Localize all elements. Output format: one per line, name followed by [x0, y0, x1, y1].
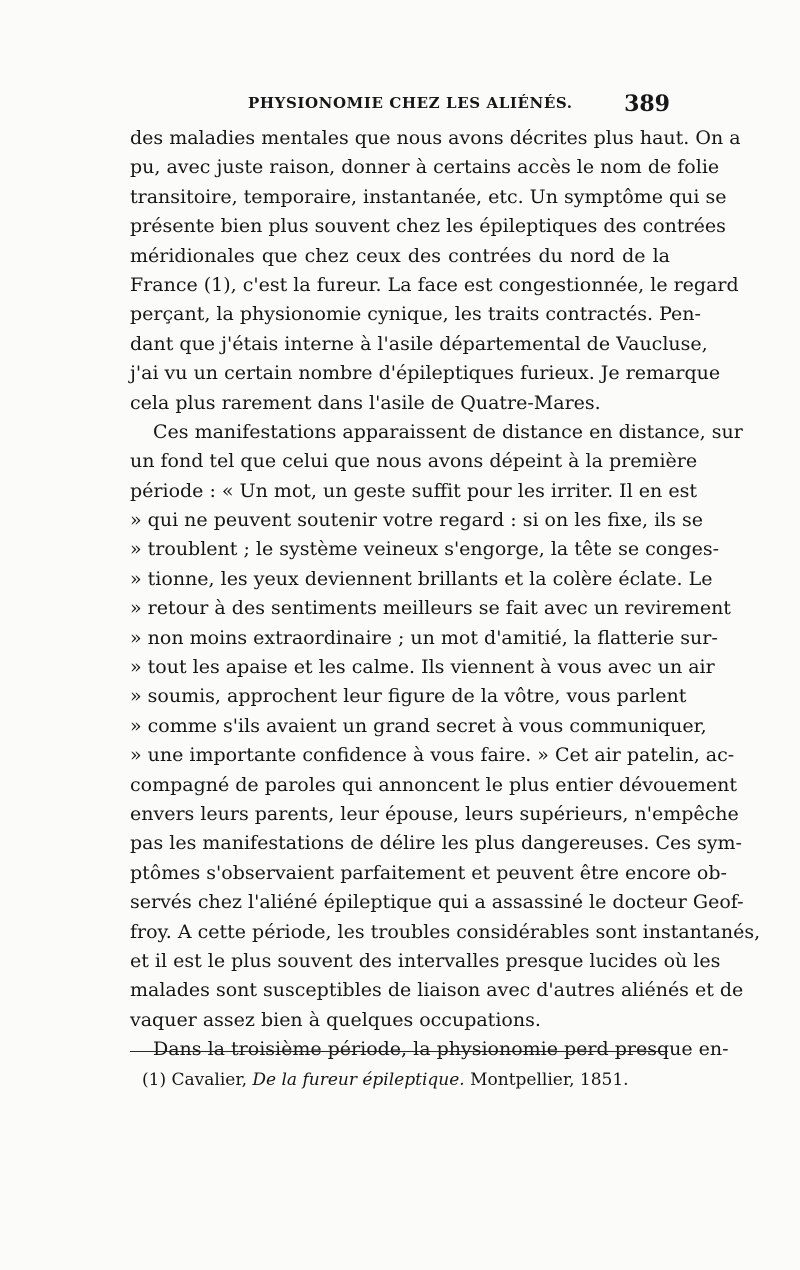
text-line: méridionales que chez ceux des contrées du nord de la [130, 244, 670, 267]
text-line: » retour à des sentiments meilleurs se fait avec un revirement [130, 597, 731, 620]
text-line: j'ai vu un certain nombre d'épileptiques furieux. Je remarque [130, 362, 721, 385]
text-line: pas les manifestations de délire les plus dangereuses. Ces sym- [130, 832, 742, 855]
text-line: et il est le plus souvent des intervalles presque lucides où les [130, 949, 721, 972]
text-line: des maladies mentales que nous avons décrites plus haut. On a [130, 127, 741, 149]
text-line: » tout les apaise et les calme. Ils viennent à vous avec un air [130, 656, 715, 679]
text-line: Dans la troisième période, la physionomie perd presque en- [153, 1038, 729, 1061]
text-line: froy. A cette période, les troubles considérables sont instantanés, [130, 920, 761, 943]
text-line: perçant, la physionomie cynique, les traits contractés. Pen- [130, 303, 701, 326]
running-head [130, 91, 670, 122]
page-number: 389 [624, 91, 670, 117]
text-line: » tionne, les yeux deviennent brillants et la colère éclate. Le [130, 567, 713, 590]
text-line: pu, avec juste raison, donner à certains accès le nom de folie [130, 156, 720, 179]
text-line: servés chez l'aliéné épileptique qui a assassiné le docteur Geof- [130, 891, 744, 914]
footnote-rule [130, 1051, 668, 1052]
text-line: un fond tel que celui que nous avons dépeint à la première [130, 450, 698, 473]
footnote-author: Cavalier, [171, 1070, 247, 1090]
text-line: envers leurs parents, leur épouse, leurs supérieurs, n'empêche [130, 802, 739, 825]
footnote-place-year: Montpellier, 1851. [470, 1070, 629, 1090]
text-line: France (1), c'est la fureur. La face est congestionnée, le regard [130, 273, 739, 296]
running-title: PHYSIONOMIE CHEZ LES ALIÉNÉS. [248, 94, 573, 112]
text-line: Ces manifestations apparaissent de distance en distance, sur [153, 420, 743, 443]
text-line: » une importante confidence à vous faire. » Cet air patelin, ac- [130, 744, 735, 767]
text-line: vaquer assez bien à quelques occupations. [130, 1008, 541, 1031]
footnote-title: De la fureur épileptique. [252, 1070, 465, 1090]
footnote [142, 1068, 629, 1092]
text-line: présente bien plus souvent chez les épileptiques des contrées [130, 215, 726, 238]
text-line: transitoire, temporaire, instantanée, etc. Un symptôme qui se [130, 185, 727, 208]
body-text [130, 124, 761, 1065]
text-line: dant que j'étais interne à l'asile départemental de Vaucluse, [130, 332, 708, 355]
footnote-marker: (1) [142, 1070, 167, 1090]
text-line: » soumis, approchent leur figure de la vôtre, vous parlent [130, 685, 687, 708]
text-line: » comme s'ils avaient un grand secret à vous communiquer, [130, 714, 707, 737]
text-line: cela plus rarement dans l'asile de Quatre-Mares. [130, 391, 601, 414]
text-line: compagné de paroles qui annoncent le plus entier dévouement [130, 773, 738, 796]
text-line: ptômes s'observaient parfaitement et peuvent être encore ob- [130, 861, 727, 884]
text-line: » qui ne peuvent soutenir votre regard : si on les fixe, ils se [130, 509, 704, 532]
text-line: » troublent ; le système veineux s'engorge, la tête se conges- [130, 538, 719, 561]
text-line: période : « Un mot, un geste suffit pour les irriter. Il en est [130, 479, 697, 502]
text-line: » non moins extraordinaire ; un mot d'amitié, la flatterie sur- [130, 626, 718, 649]
text-line: malades sont susceptibles de liaison avec d'autres aliénés et de [130, 979, 744, 1002]
